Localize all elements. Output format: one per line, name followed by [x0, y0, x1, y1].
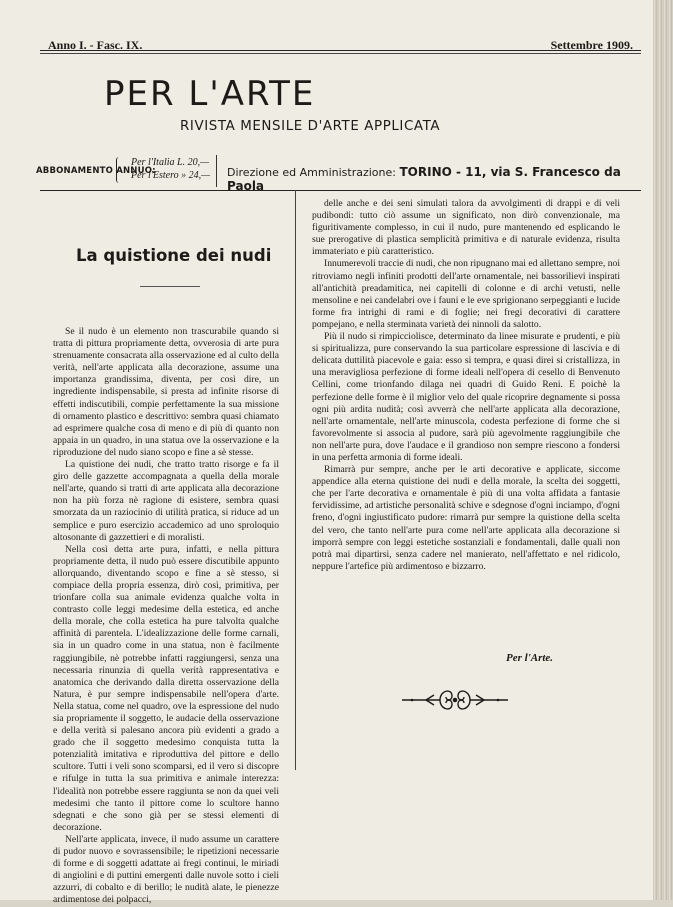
paragraph: Più il nudo si rimpicciolisce, determinato da linee misurate e prudenti, e più si spiritualizza, pure conservando la sua particolare espressione di lascivia e di delicata duttilità piacevole e gaia: esso si tempra, e quasi direi si cristallizza, in una meravigliosa perfezione di forme ideali nell'opera di cesello di Benvenuto Cellini, come trionfando dilaga nei quadri di Guido Reni. E poichè la perfezione delle forme è il miglior velo del quale ricoprire degnamente si possa ogni più ardita nudità; così avverrà che nell'arte applicata alla decorazione, nell'arte ornamentale, nell'arte minuscola, codesta perfezione di forme che si favorevolmente si associa al pudore, sarà più agevolmente raggiungibile che non nell'arte pura, dove l'audace e il grandioso non sempre riescono a fondersi in una perfetta armonia di forme ideali.	[312, 331, 620, 463]
journal-subtitle: RIVISTA MENSILE D'ARTE APPLICATA	[180, 119, 441, 134]
article-signature: Per l'Arte.	[506, 652, 554, 664]
section-rule	[40, 190, 641, 191]
ornament-svg	[400, 684, 510, 716]
paragraph: delle anche e dei seni simulati talora da avvolgimenti di drappi e di veli pudibondi: tutto ciò assume un significato, non dirò convenzionale, ma figuritivamente complesso, in cui il nudo, pure mantenendo ed esplicando le sue prerogative di plastica semplicità primitiva e di naturale evidenza, risulta immateriato e più caratteristico.	[312, 198, 620, 258]
paragraph: Nell'arte applicata, invece, il nudo assume un carattere di pudor nuovo e sovrassensibile; le ripetizioni necessarie di forme e di soggetti adattate ai fregi continui, le miriadi di angiolini e di puttini emergenti dalle nuvole sotto i cieli azzurri, di cobalto e di berillo; le nudità alate, le pienezze ardimentose dei polpacci,	[53, 833, 279, 906]
direzione-label: Direzione ed Amministrazione:	[227, 166, 396, 179]
journal-title: PER L'ARTE	[104, 74, 316, 114]
info-divider	[216, 155, 217, 187]
article-column-left	[53, 326, 279, 907]
scroll-ornament-icon	[400, 684, 510, 720]
header-rule	[40, 50, 641, 51]
brace-icon	[116, 157, 123, 183]
running-header	[38, 38, 643, 50]
abbonamento-label: ABBONAMENTO ANNUO:	[36, 166, 156, 176]
paragraph: Rimarrà pur sempre, anche per le arti decorative e applicate, siccome appendice alla eterna quistione dei nudi e della morale, la scelta dei soggetti, che per l'arte decorativa e ornamentale è più di una volta affidata a fantasie fervidissime, ad artistiche personalità schive e sdegnose d'ogni inciampo, d'ogni freno, d'ogni ingiustificato pudore: rimarrà pur sempre la quistione della scelta del vero, che tanto nell'arte pura come nell'arte applicata alla decorazione si imporrà sempre con leggi estetiche sostanziali e fondamentali, dalle quali non potrà mai dipartirsi, senza cadere nel manierato, nell'affettato e nel ridicolo, neppure l'artefice più ardimentoso e bizzarro.	[312, 464, 620, 572]
header-rule-thin	[40, 53, 641, 54]
price-italia: Per l'Italia L. 20,—	[131, 157, 209, 168]
column-divider	[295, 190, 296, 770]
title-underline	[140, 286, 200, 287]
direzione-address: TORINO - 11, via S. Francesco da Paola	[227, 165, 621, 193]
issue-date: Settembre 1909.	[550, 38, 633, 52]
paragraph: Innumerevoli traccie di nudi, che non ripugnano mai ed allettano sempre, noi ritroviamo negli infiniti prodotti dell'arte ornamentale, nei bassorilievi inspirati all'antichità preadamitica, nei capitelli di colonne e di archi vetusti, nelle mensoline e nei candelabri ove i fauni e le eve sprigionano serpeggianti e lucide forme fra intrighi di rami e di foglie; nei fregi decorativi di carattere pompejano, e nella sterminata varietà dei ninnoli da salotto.	[312, 258, 620, 330]
issue-number: Anno I. - Fasc. IX.	[48, 38, 143, 52]
paragraph: Se il nudo è un elemento non trascurabile quando si tratta di pittura propriamente detta, ovverosia di arte pura strenuamente consacrata alla osservazione ed al culto della verità, nell'arte applicata alla decorazione, assume una importanza grandissima, diventa, per così dire, un ingrediente indispensabile, si presta ad infinite risorse di effetti indiscutibili, compie perfettamente la sua missione di ornamento plastico e descrittivo: sembra quasi chiamato ad esprimere qualche cosa di meno e di più di quanto non appaia in un quadro, in una statua ove la osservazione e la riproduzione del nudo siano scopo e fine a sè stesse.	[53, 326, 279, 458]
page-edge-strip	[653, 0, 673, 900]
direzione-line	[227, 165, 646, 193]
paragraph: La quistione dei nudi, che tratto tratto risorge e fa il giro delle gazzette accompagnata a quella della morale nell'arte, quando si tratti di arte applicata alla decorazione non ha più forza nè ragione di esistere, sembra quasi smorzata da un raziocinio di utilità pratica, si riduce ad un semplice e puro esercizio accademico ad uno sproloquio altosonante di gazzettieri e di moralisti.	[53, 459, 279, 543]
subscription-info	[36, 157, 646, 193]
article-title: La quistione dei nudi	[76, 246, 272, 265]
article-column-right	[312, 198, 620, 573]
paragraph: Nella così detta arte pura, infatti, e nella pittura propriamente detta, il nudo può essere discutibile appunto allorquando, diventando scopo e fine a sè stesso, si compiace della propria essenza, dirò così, primitiva, per trionfare colla sua animale evidenza qualche volta in contrasto colle leggi medesime della estetica, ed anche della morale, che colla estetica ha pure talvolta qualche affinità di parentela. L'idealizzazione delle forme carnali, sia in un quadro come in una statua, non è facilmente raggiungibile, nè potrebbe infatti raggiungersi, senza una necessaria rinunzia di quella verità rappresentativa e anatomica che derivando dalla diretta osservazione della Natura, è pur sempre indispensabile nell'opera d'arte. Nella statua, come nel quadro, ove la espressione del nudo sia propriamente il soggetto, le audacie della osservazione e della verità si palesano ancora più evidenti a grado a grado che il soggetto medesimo conquista tutta la potenzialità imitativa e riproduttiva del pittore e dello scultore. Tutti i veli sono scomparsi, ed il vero si discopre e rifulge in tutta la sua primitiva e animale interezza: l'idealità non potrebbe essere raggiunta se non da quei veli medesimi che tanto il pittore come lo scultore hanno sdegnati e che sono già per se stessi elementi di decorazione.	[53, 543, 279, 833]
price-estero: Per l'Estero » 24,—	[131, 170, 210, 181]
